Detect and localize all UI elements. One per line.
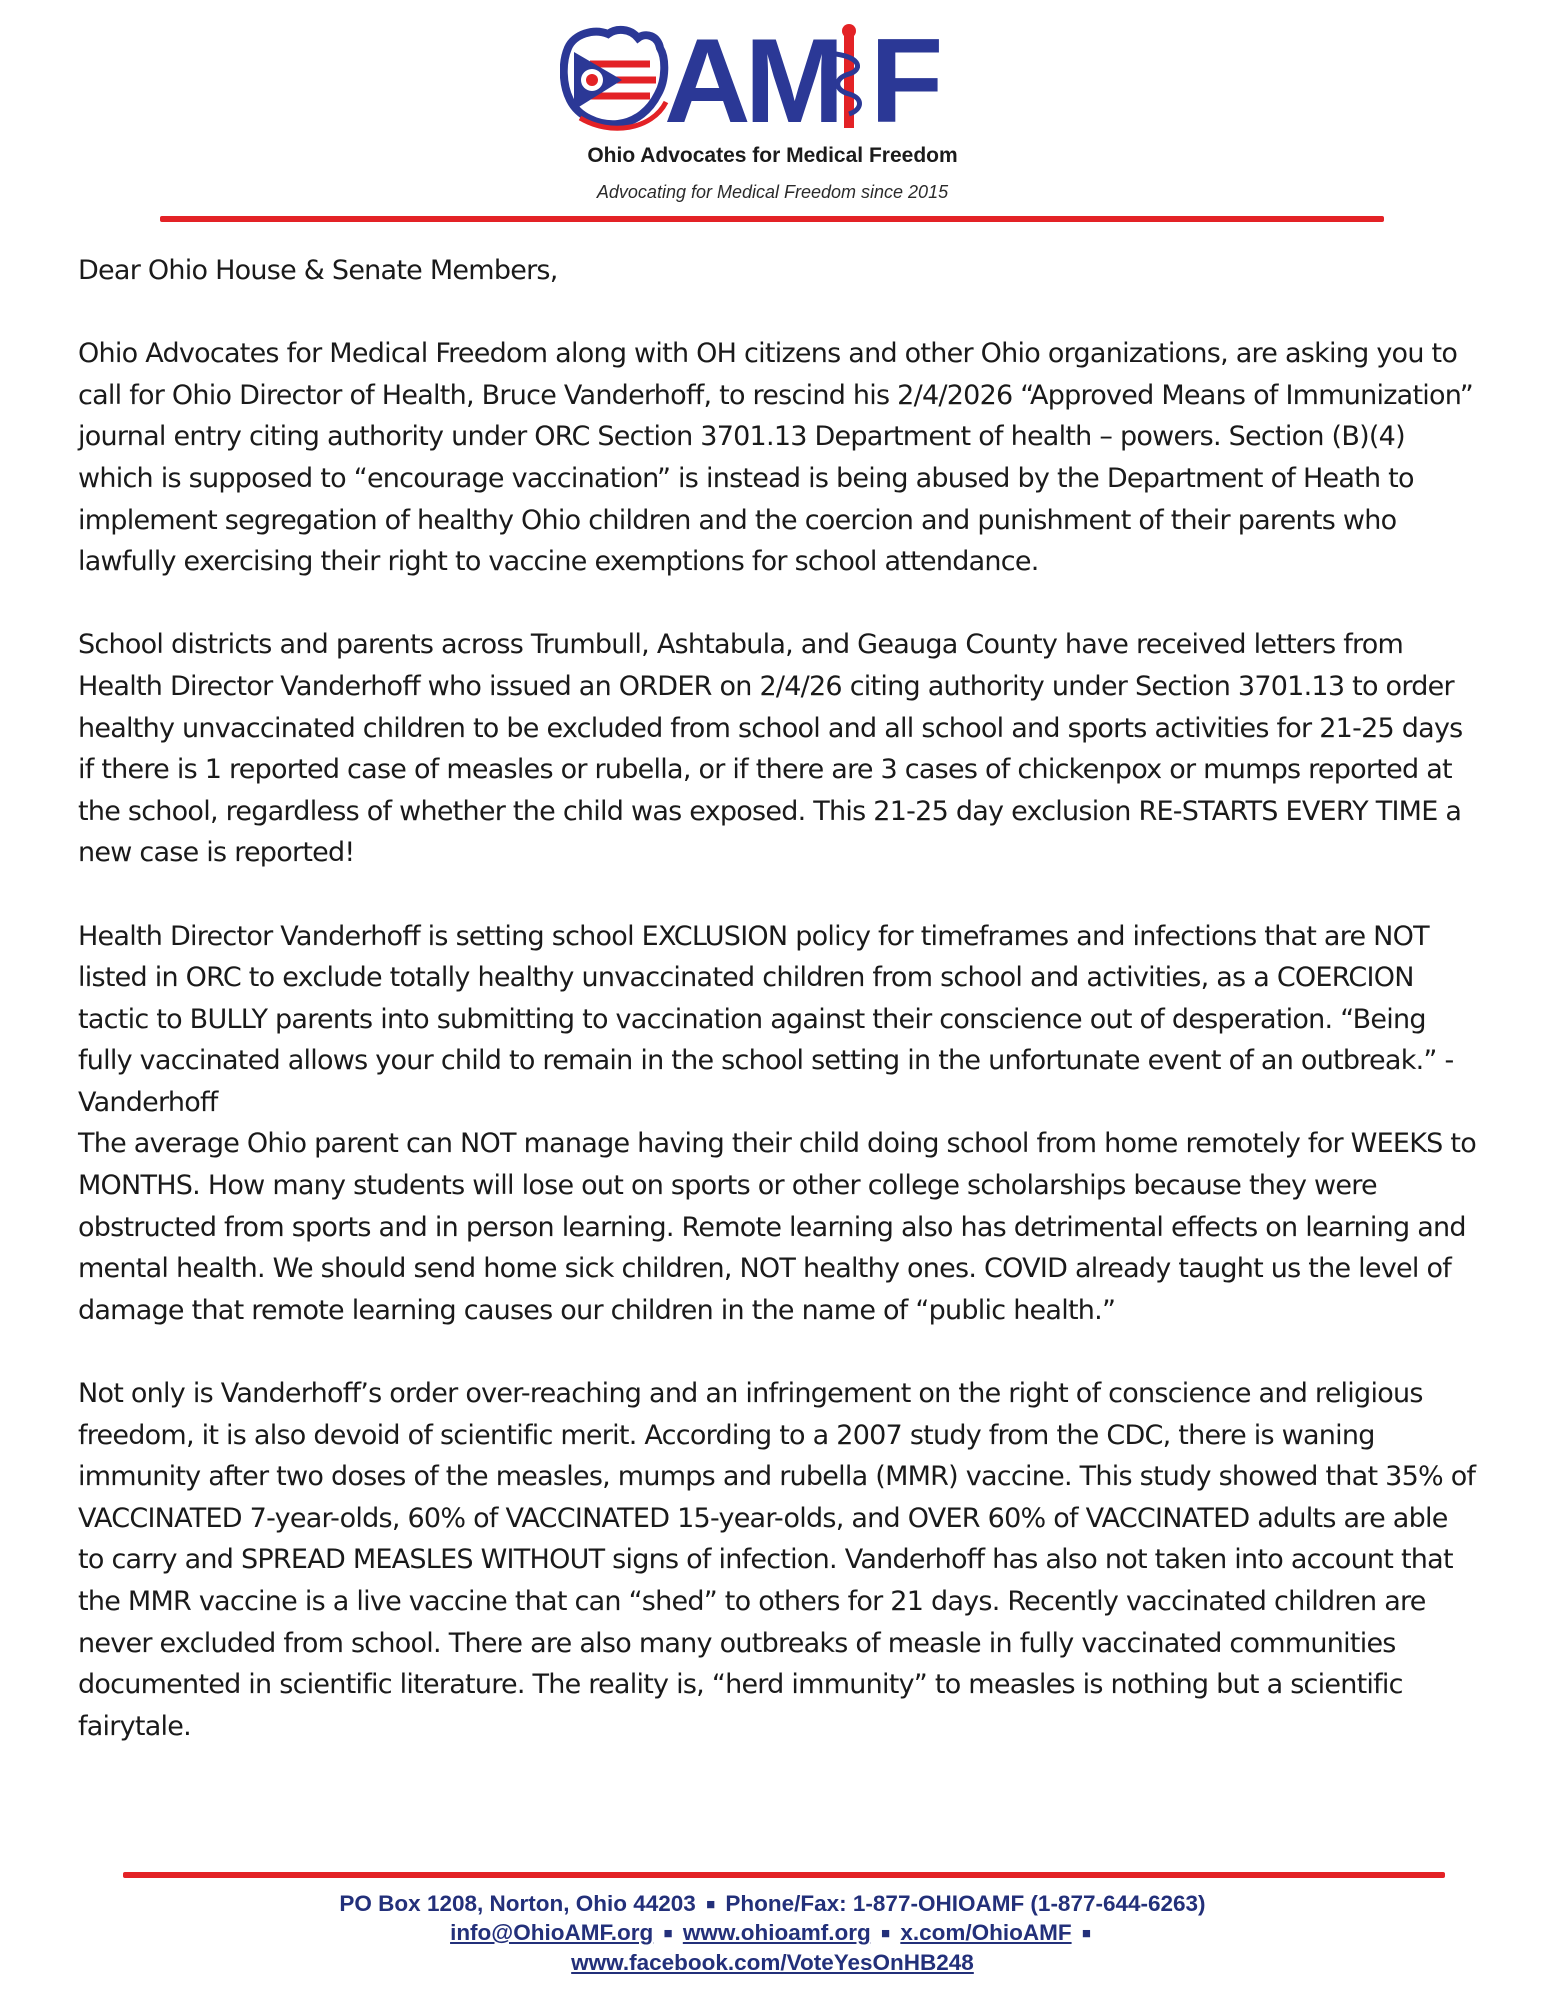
oamf-logo-graphic — [560, 18, 980, 138]
separator-icon: ■ — [663, 1925, 673, 1942]
footer-phone: Phone/Fax: 1-877-OHIOAMF (1-877-644-6263) — [725, 1891, 1206, 1916]
organization-name: Ohio Advocates for Medical Freedom — [587, 144, 958, 167]
footer-facebook-line — [0, 1950, 1545, 1976]
separator-icon: ■ — [881, 1925, 891, 1942]
footer-contact-line — [0, 1891, 1545, 1917]
footer-links-line — [0, 1920, 1545, 1946]
oamf-logo — [560, 18, 980, 138]
paragraph: The average Ohio parent can NOT manage having their child doing school from home remotely for WEEKS to MONTHS. How many students will lose out on sports or other college scholarships because they were obstructed from sports and in person learning. Remote learning also has detrimental effects on learning and mental health. We should send home sick children, NOT healthy ones. COVID already taught us the level of damage that remote learning causes our children in the name of “public health.” — [78, 1128, 1476, 1326]
letter-body — [78, 250, 1478, 1747]
footer-divider — [123, 1872, 1445, 1878]
email-link[interactable]: info@OhioAMF.org — [450, 1920, 654, 1945]
paragraph: School districts and parents across Trumbull, Ashtabula, and Geauga County have received letters from Health Director Vanderhoff who issued an ORDER on 2/4/26 citing authority under Section 3701.13 to order healthy unvaccinated children to be excluded from school and all school and sports activities for 21-25 days if there is 1 reported case of measles or rubella, or if there are 3 cases of chickenpox or mumps reported at the school, regardless of whether the child was exposed. This 21-25 day exclusion RE-STARTS EVERY TIME a new case is reported! — [78, 629, 1463, 869]
paragraph: Not only is Vanderhoff’s order over-reaching and an infringement on the right of conscience and religious freedom, it is also devoid of scientific merit. According to a 2007 study from the CDC, there is waning immunity after two doses of the measles, mumps and rubella (MMR) vaccine. This study showed that 35% of VACCINATED 7-year-olds, 60% of VACCINATED 15-year-olds, and OVER 60% of VACCINATED adults are able to carry and SPREAD MEASLES WITHOUT signs of infection. Vanderhoff has also not taken into account that the MMR vaccine is a live vaccine that can “shed” to others for 21 days. Recently vaccinated children are never excluded from school. There are also many outbreaks of measle in fully vaccinated communities documented in scientific literature. The reality is, “herd immunity” to measles is nothing but a scientific fairytale. — [78, 1378, 1476, 1742]
facebook-link[interactable]: www.facebook.com/VoteYesOnHB248 — [571, 1950, 974, 1975]
paragraph: Ohio Advocates for Medical Freedom along with OH citizens and other Ohio organizations, are asking you to call for Ohio Director of Health, Bruce Vanderhoff, to rescind his 2/4/2026 “Approved Means of Immunization” journal entry citing authority under ORC Section 3701.13 Department of health – powers. Section (B)(4) which is supposed to “encourage vaccination” is instead is being abused by the Department of Heath to implement segregation of healthy Ohio children and the coercion and punishment of their parents who lawfully exercising their right to vaccine exemptions for school attendance. — [78, 338, 1473, 578]
website-link[interactable]: www.ohioamf.org — [682, 1920, 871, 1945]
paragraph: Health Director Vanderhoff is setting school EXCLUSION policy for timeframes and infections that are NOT listed in ORC to exclude totally healthy unvaccinated children from school and activities, as a COERCION tactic to BULLY parents into submitting to vaccination against their conscience out of desperation. “Being fully vaccinated allows your child to remain in the school setting in the unfortunate event of an outbreak.” - Vanderhoff — [78, 920, 1454, 1118]
separator-icon: ■ — [706, 1896, 716, 1913]
header-divider — [160, 216, 1384, 222]
separator-icon: ■ — [1081, 1925, 1091, 1942]
salutation: Dear Ohio House & Senate Members, — [78, 255, 558, 286]
footer-address: PO Box 1208, Norton, Ohio 44203 — [339, 1891, 696, 1916]
twitter-link[interactable]: x.com/OhioAMF — [900, 1920, 1072, 1945]
organization-tagline: Advocating for Medical Freedom since 2015 — [596, 182, 949, 202]
svg-text:F: F — [870, 18, 944, 138]
svg-text:AM: AM — [664, 18, 839, 138]
